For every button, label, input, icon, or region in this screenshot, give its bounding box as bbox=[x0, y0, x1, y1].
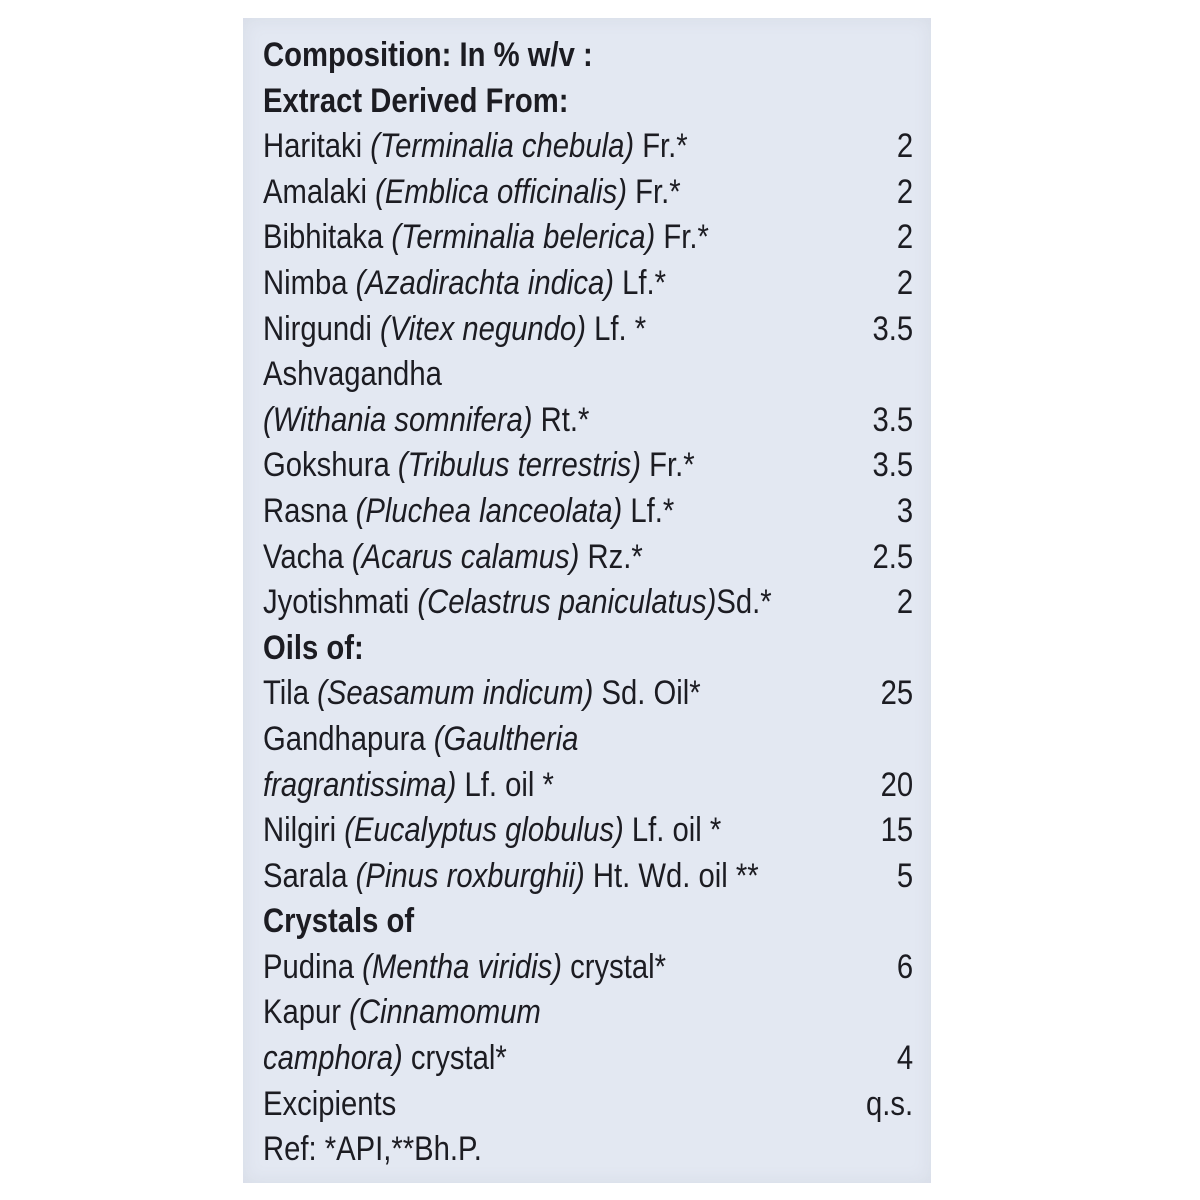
ingredient-name: Rasna (Pluchea lanceolata) Lf.* bbox=[263, 491, 675, 530]
ingredient-amount: 2 bbox=[896, 263, 914, 302]
ingredient-row-rasna bbox=[263, 489, 913, 535]
oils-heading bbox=[263, 626, 913, 672]
ingredient-name: camphora) crystal* bbox=[263, 1039, 507, 1078]
ingredient-amount: 3.5 bbox=[872, 400, 914, 439]
extract-heading-text: Extract Derived From: bbox=[263, 81, 569, 120]
ingredient-row-kapur bbox=[263, 1036, 913, 1082]
ingredient-row-amalaki bbox=[263, 170, 913, 216]
ingredient-row-haritaki bbox=[263, 124, 913, 170]
ingredient-amount: 2.5 bbox=[872, 537, 914, 576]
ingredient-name: fragrantissima) Lf. oil * bbox=[263, 765, 554, 804]
ingredient-name: Sarala (Pinus roxburghii) Ht. Wd. oil ** bbox=[263, 856, 759, 895]
ingredient-name: Nirgundi (Vitex negundo) Lf. * bbox=[263, 309, 647, 348]
ingredient-row-ashvagandha-name bbox=[263, 352, 913, 398]
reference-text: Ref: *API,**Bh.P. bbox=[263, 1130, 482, 1169]
extract-heading bbox=[263, 79, 913, 125]
ingredient-row-gokshura bbox=[263, 443, 913, 489]
ingredient-row-gandhapura bbox=[263, 763, 913, 809]
ingredient-row-nirgundi bbox=[263, 307, 913, 353]
ingredient-amount: 3.5 bbox=[872, 446, 914, 485]
ingredient-amount: 25 bbox=[880, 674, 914, 713]
crystals-heading bbox=[263, 899, 913, 945]
ingredient-amount: 2 bbox=[896, 172, 914, 211]
ingredient-name: Jyotishmati (Celastrus paniculatus)Sd.* bbox=[263, 583, 772, 622]
ingredient-row-pudina bbox=[263, 945, 913, 991]
ingredient-row-ashvagandha bbox=[263, 398, 913, 444]
ingredient-name: Tila (Seasamum indicum) Sd. Oil* bbox=[263, 674, 701, 713]
ingredient-row-vacha bbox=[263, 535, 913, 581]
ingredient-amount: 2 bbox=[896, 127, 914, 166]
composition-block bbox=[263, 33, 913, 1173]
ingredient-amount: 5 bbox=[896, 856, 914, 895]
ingredient-name: Amalaki (Emblica officinalis) Fr.* bbox=[263, 172, 681, 211]
ingredient-row-tila bbox=[263, 671, 913, 717]
ingredient-row-sarala bbox=[263, 854, 913, 900]
ingredient-amount: 6 bbox=[896, 947, 914, 986]
ingredient-name: Bibhitaka (Terminalia belerica) Fr.* bbox=[263, 218, 709, 257]
ingredient-name: Ashvagandha bbox=[263, 355, 442, 394]
ingredient-row-bibhitaka bbox=[263, 215, 913, 261]
ingredient-name: Pudina (Mentha viridis) crystal* bbox=[263, 947, 667, 986]
ingredient-row-kapur-name bbox=[263, 990, 913, 1036]
ingredient-amount: 20 bbox=[880, 765, 914, 804]
ingredient-amount: 4 bbox=[896, 1039, 914, 1078]
composition-title bbox=[263, 33, 913, 79]
ingredient-name: Gokshura (Tribulus terrestris) Fr.* bbox=[263, 446, 695, 485]
ingredient-row-nimba bbox=[263, 261, 913, 307]
ingredient-row-gandhapura-name bbox=[263, 717, 913, 763]
ingredient-row-jyotishmati bbox=[263, 580, 913, 626]
reference-line bbox=[263, 1127, 913, 1173]
ingredient-name: Vacha (Acarus calamus) Rz.* bbox=[263, 537, 643, 576]
ingredient-amount: q.s. bbox=[866, 1084, 914, 1123]
ingredient-amount: 3.5 bbox=[872, 309, 914, 348]
composition-title-text: Composition: In % w/v : bbox=[263, 36, 593, 74]
ingredient-name: Gandhapura (Gaultheria bbox=[263, 719, 579, 758]
ingredient-amount: 2 bbox=[896, 583, 914, 622]
ingredient-amount: 3 bbox=[896, 491, 914, 530]
ingredient-amount: 2 bbox=[896, 218, 914, 257]
ingredient-name: Kapur (Cinnamomum bbox=[263, 993, 541, 1032]
ingredient-name: Excipients bbox=[263, 1084, 397, 1123]
ingredient-row-excipients bbox=[263, 1082, 913, 1128]
oils-heading-text: Oils of: bbox=[263, 628, 364, 667]
ingredient-amount: 15 bbox=[880, 811, 914, 850]
ingredient-row-nilgiri bbox=[263, 808, 913, 854]
ingredient-name: (Withania somnifera) Rt.* bbox=[263, 400, 590, 439]
ingredient-name: Haritaki (Terminalia chebula) Fr.* bbox=[263, 127, 688, 166]
ingredient-name: Nimba (Azadirachta indica) Lf.* bbox=[263, 263, 667, 302]
ingredient-name: Nilgiri (Eucalyptus globulus) Lf. oil * bbox=[263, 811, 722, 850]
crystals-heading-text: Crystals of bbox=[263, 902, 415, 941]
